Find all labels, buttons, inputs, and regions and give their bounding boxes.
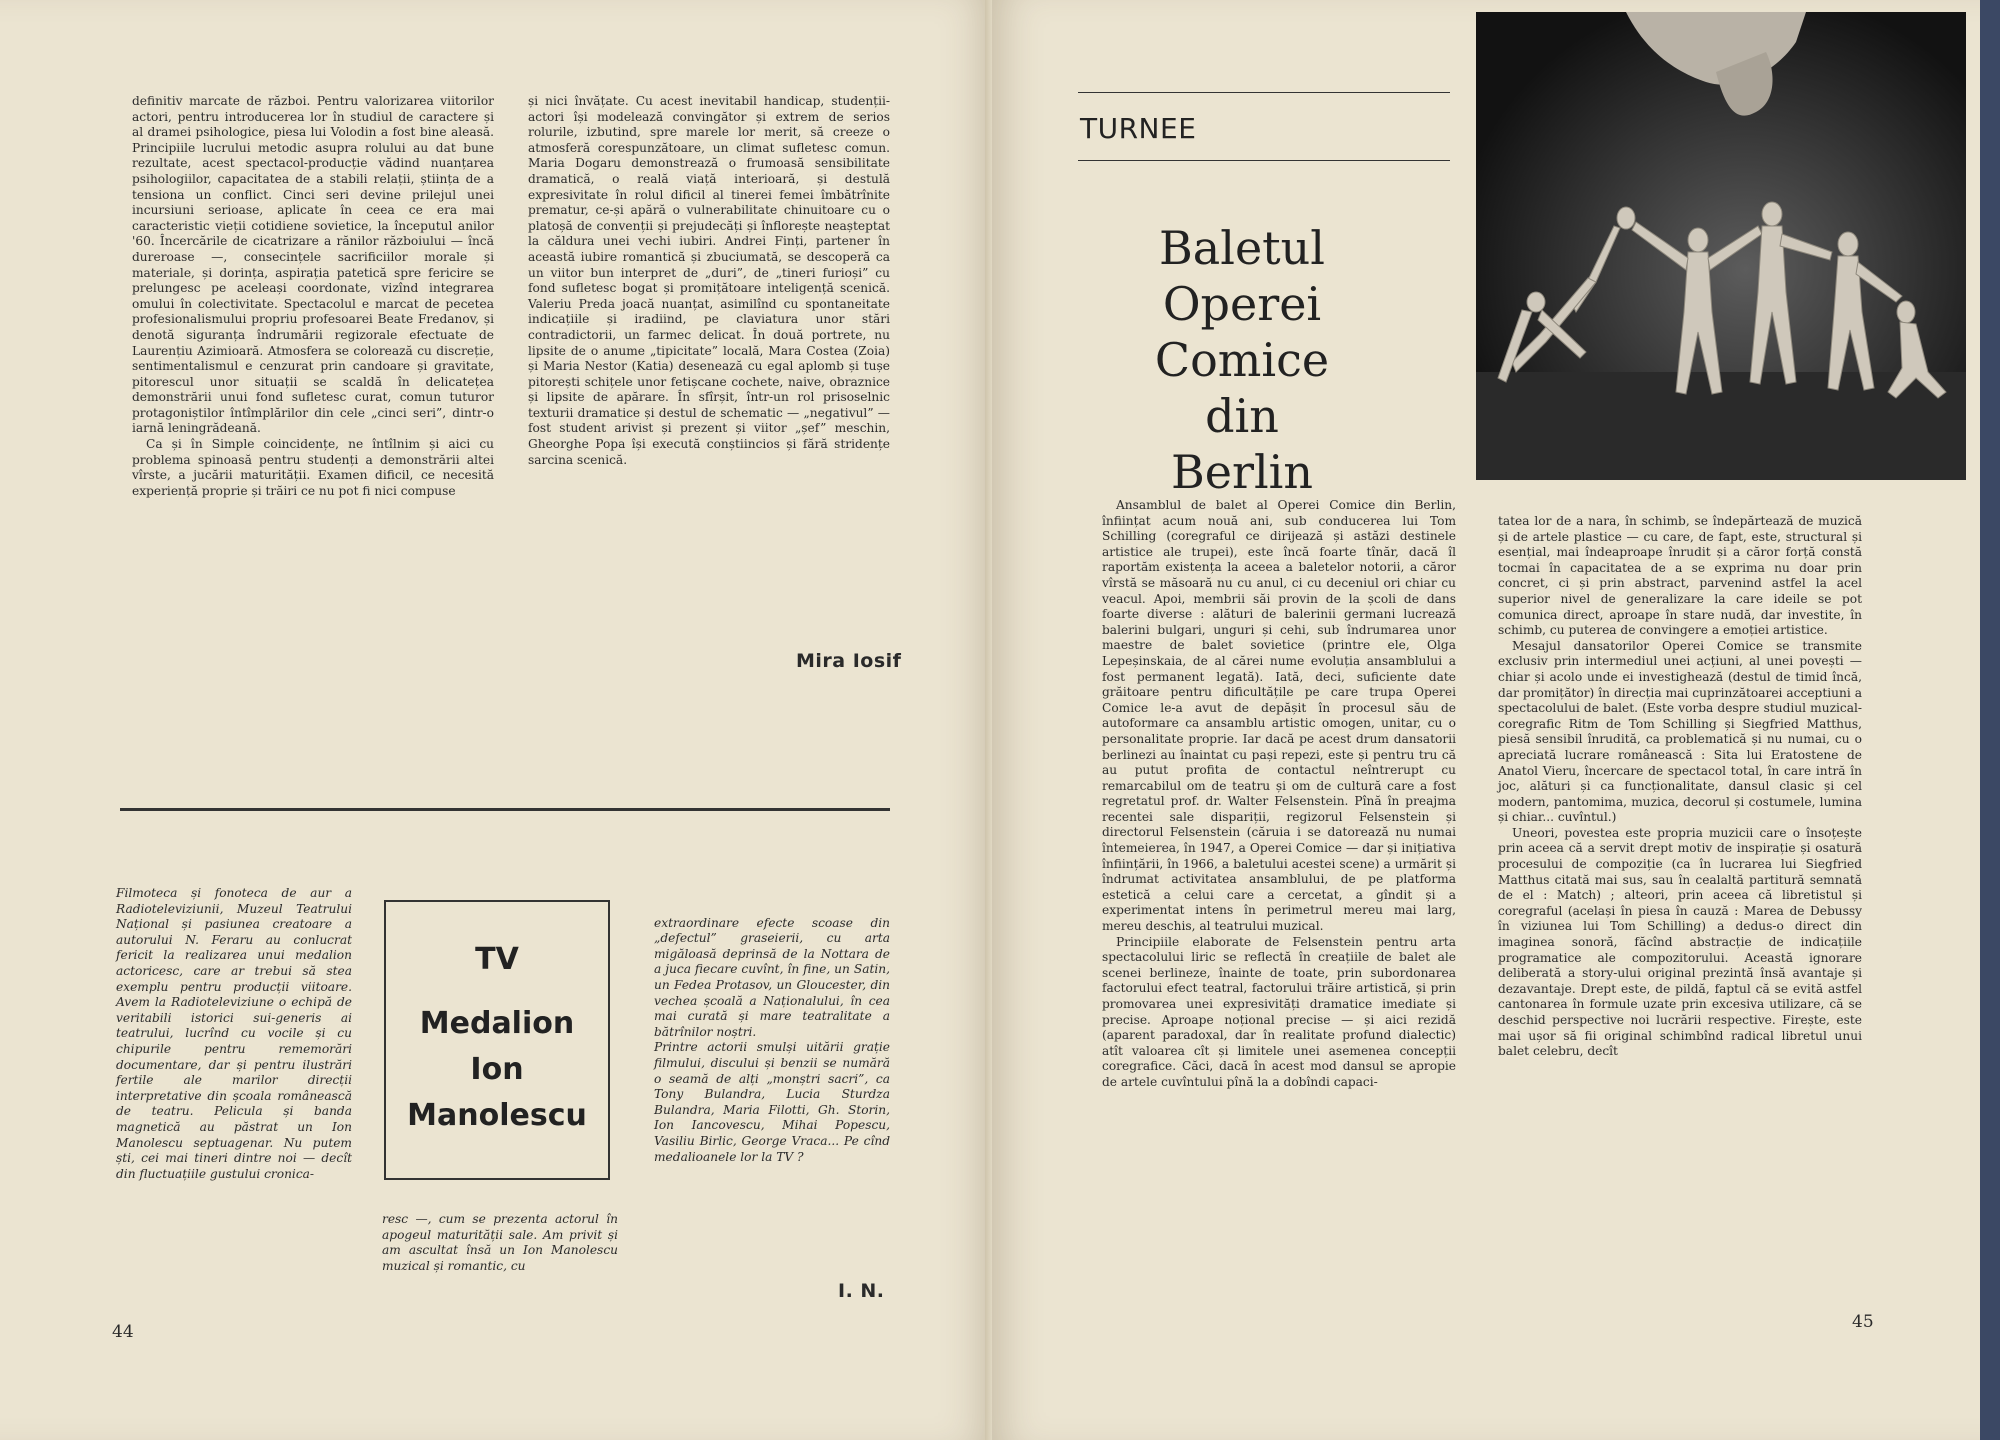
paragraph: Mesajul dansatorilor Operei Comice se transmite exclusiv prin intermediul unei acțiuni, al unei povești — chiar și acolo unde ei investighează (destul de timid încă, dar promițător) în direcția mai cuprinzătoarei acceptiuni a spectacolului de balet. (Este vorba despre studiul muzical-coregrafic Ritm de Tom Schilling și Siegfried Matthus, piesă sensibil înrudită, ca problematică și nu numai, cu o apreciată lucrare românească : Sita lui Eratostene de Anatol Vieru, încercare de spectacol total, în care intră în joc, alături și ca funcționalitate, dansul clasic și cel modern, pantomima, muzica, decorul și costumele, lumina și chiar... cuvîntul.): [1498, 638, 1862, 825]
title-line: Operei Comice: [1154, 277, 1330, 387]
header-rule-bottom: [1078, 160, 1450, 161]
article-end-column-1: [132, 94, 494, 499]
left-page: [0, 0, 992, 1440]
tv-note-column-2: [382, 1212, 618, 1274]
ballet-photo: [1476, 12, 1966, 480]
paragraph: Ca și în Simple coincidențe, ne întîlnim și aici cu problema spinoasă pentru studenți a demonstrării altei vîrste, a jucării maturității. Examen dificil, ce necesită experiență proprie și trăiri ce nu pot fi nici compuse: [132, 437, 494, 498]
title-line: Berlin: [1170, 445, 1314, 499]
ballet-dancers-image: [1476, 12, 1966, 480]
book-cover-right-edge: [1980, 0, 2000, 1440]
author-signature: I. N.: [838, 1280, 885, 1302]
title-line: Baletul: [1159, 221, 1325, 275]
tv-box-title-line: Medalion: [419, 1005, 575, 1041]
article-title: [1072, 220, 1412, 500]
tv-box-title-line: Ion: [470, 1051, 524, 1087]
author-signature: Mira Iosif: [796, 650, 902, 672]
paragraph: Filmoteca și fonoteca de aur a Radioteleviziunii, Muzeul Teatrului Național și pasiunea creatoare a autorului N. Feraru au conlucrat fericit la realizarea unui medalion actoricesc, care ar trebui să stea exemplu pentru producții viitoare. Avem la Radioteleviziune o echipă de veritabili istorici sui-generis ai teatrului, lucrînd cu vocile și cu chipurile pentru rememorări documentare, dar și pentru ilustrări fertile ale marilor direcții interpretative din școala românească de teatru. Pelicula și banda magnetică au păstrat un Ion Manolescu septuagenar. Nu putem ști, cei mai tineri dintre noi — decît din fluctuațiile gustului cronica-: [116, 886, 352, 1181]
paragraph: extraordinare efecte scoase din „defectul” graseierii, cu arta migăloasă deprinsă de la Nottara de a juca fiecare cuvînt, în fine, un Satin, un Fedea Protasov, un Gloucester, din vechea școală a Naționalului, în cea mai curată și mare teatralitate a bătrînilor noștri. Printre actorii smulși uitării grație filmului, discului și benzii se numără o seamă de alți „monștri sacri”, ca Tony Bulandra, Lucia Sturdza Bulandra, Maria Filotti, Gh. Storin, Ion Iancovescu, Mihai Popescu, Vasiliu Birlic, George Vraca... Pe cînd medalioanele lor la TV ?: [654, 915, 890, 1164]
paragraph: și nici învățate. Cu acest inevitabil handicap, studenții-actori își modelează convingător și extrem de serios rolurile, izbutind, spre marele lor merit, să creeze o atmosferă corespunzătoare, un climat sufletesc comun. Maria Dogaru demonstrează o frumoasă sensibilitate dramatică, o reală viață interioară, și destulă expresivitate în rolul dificil al tinerei femei îmbătrînite prematur, ce-și apără o vulnerabilitate chinuitoare cu o platoșă de convenții și prejudecăți și înflorește neașteptat la căldura unei vechi iubiri. Andrei Finți, partener în această iubire romantică și zbuciumată, se descoperă ca un viitor bun interpret de „duri”, de „tineri furioși” cu fond sufletesc bogat și promițătoare inteligență scenică. Valeriu Preda joacă nuanțat, asimilînd cu spontaneitate indicațiile și iradiind, pe claviatura unor stări contradictorii, un farmec delicat. În două portrete, nu lipsite de o anume „tipicitate” locală, Mara Costea (Zoia) și Maria Nestor (Katia) desenează cu egal aplomb și tușe pitorești schițele unor fetișcane cochete, naive, obraznice și lipsite de apărare. În sfîrșit, într-un rol prisoselnic texturii dramatice și destul de schematic — „negativul” — fost student arivist și prezent și viitor „șef” meschin, Gheorghe Popa își execută conștiincios și fără stridențe sarcina scenică.: [528, 94, 890, 467]
article-end-column-2: [528, 94, 890, 468]
header-rule-top: [1078, 92, 1450, 93]
page-number: 45: [1852, 1312, 1874, 1332]
ballet-article-column-1: [1102, 498, 1456, 1091]
section-divider: [120, 808, 890, 811]
section-label: TURNEE: [1080, 112, 1197, 145]
tv-box-title-line: Manolescu: [407, 1097, 587, 1133]
paragraph: Uneori, povestea este propria muzicii care o însoțește prin aceea că a servit drept motiv de inspirație și osatură procesului de compoziție (ca în lucrarea lui Siegfried Matthus citată mai sus, sau în cealaltă partitură semnată de el : Match) ; alteori, prin aceea că libretistul și coregraful (același în piesa în cauză : Marea de Debussy în viziunea lui Tom Schilling) a dedus-o direct din imaginea sonoră, făcînd abstracție de indicațiile programatice ale compozitorului. Această ignorare deliberată a story-ului original prezintă însă avantaje și dezavantaje. Drept este, de pildă, faptul că se evită astfel cantonarea în formule uzate prin excesiva utilizare, că se deschid perspective noi lucrării respective. Firește, este mai ușor să fii original schimbînd radical libretul unui balet celebru, decît: [1498, 825, 1862, 1059]
paragraph: tatea lor de a nara, în schimb, se îndepărtează de muzică și de artele plastice — cu care, de fapt, este, structural și esențial, mai îndeaproape înrudit și a căror forță constă tocmai în capacitatea de a se exprima nu doar prin concret, ci și prin abstract, parvenind astfel la acel superior nivel de generalizare la care ideile se pot comunica direct, aproape în stare nudă, dar investite, în schimb, cu puterea de convingere a emoției artistice.: [1498, 514, 1862, 638]
tv-medalion-box: [384, 900, 610, 1180]
tv-note-column-3: [654, 900, 890, 1181]
title-line: din: [1205, 389, 1279, 443]
paragraph: Ansamblul de balet al Operei Comice din Berlin, înființat acum nouă ani, sub conducerea lui Tom Schilling (coregraful ce dirijează și astăzi destinele artistice ale trupei), este încă foarte tînăr, dacă îl raportăm existența la aceea a baletelor notorii, a căror vîrstă se măsoară nu cu anul, ci cu deceniul ori chiar cu veacul. Apoi, membrii săi provin de la școli de dans foarte diverse : alături de balerinii germani lucrează balerini bulgari, unguri și cehi, sub îndrumarea unor maestre de balet sovietice (printre ele, Olga Lepeșinskaia, de al cărei nume evoluția ansamblului a fost permanent legată). Iată, deci, suficiente date grăitoare pentru dificultățile pe care trupa Operei Comice le-a avut de depășit în procesul său de autoformare ca ansamblu artistic omogen, unitar, cu o personalitate proprie. Iar dacă pe acest drum dansatorii berlinezi au înaintat cu pași repezi, este și pentru tru că au putut profita de contactul neîntrerupt cu remarcabilul om de teatru și om de cultură care a fost regretatul prof. dr. Walter Felsenstein. Pînă în preajma recentei sale dispariții, regizorul Felsenstein și directorul Felsenstein (căruia i se datorează nu numai întemeierea, în 1947, a Operei Comice — dar și inițiativa înființării, în 1966, a baletului acestei scene) a urmărit și îndrumat activitatea ansamblului, de pe platforma estetică a celui care a cercetat, a gîndit și a experimentat intens în perimetrul mereu mai larg, mereu deschis, al teatrului muzical.: [1102, 498, 1456, 934]
ballet-article-column-2: [1498, 514, 1862, 1060]
paragraph: definitiv marcate de război. Pentru valorizarea viitorilor actori, pentru introducerea lor în studiul de caractere și al dramei psihologice, piesa lui Volodin a fost bine aleasă. Principiile lucrului metodic asupra rolului au dat bune rezultate, acest spectacol-producție vădind nuanțarea psihologiilor, capacitatea de a stabili relații, știința de a tensiona un conflict. Cinci seri devine prilejul unei incursiuni serioase, aplicate în ceea ce era mai caracteristic vieții cotidiene sovietice, la începutul anilor '60. Încercările de cicatrizare a rănilor războiului — încă dureroase —, consecințele sacrificiilor morale și materiale, și dorința, aspirația patetică spre fericire se prelungesc pe aceleași coordonate, vizînd integrarea omului în colectivitate. Spectacolul e marcat de pecetea profesionalismului propriu profesoarei Beate Fredanov, și denotă siguranța îndrumării regizorale efectuate de Laurențiu Azimioară. Atmosfera se colorează cu discreție, sentimentalismul e cenzurat prin candoare și gravitate, pitorescul unor situații se scaldă în delicatețea demonstrării unui fond sufletesc curat, comun tuturor protagoniștilor întîmplărilor din cele „cinci seri”, dintr-o iarnă leningrădeană.: [132, 94, 494, 436]
paragraph: Principiile elaborate de Felsenstein pentru arta spectacolului liric se reflectă în creațiile de balet ale scenei berlineze, înainte de toate, prin subordonarea factorului efect teatral, factorului trăire artistică, și prin promovarea unei expresivități dramatice imediate și precise. Aproape noțional precise — și aici rezidă (aparent paradoxal, dar în realitate profund dialectic) atît valoarea cît și limitele unei asemenea concepții coregrafice. Căci, dacă în acest mod dansul se apropie de artele cuvîntului pînă la a dobîndi capaci-: [1102, 934, 1456, 1089]
paragraph: resc —, cum se prezenta actorul în apogeul maturității sale. Am privit și am ascultat însă un Ion Manolescu muzical și romantic, cu: [382, 1212, 618, 1273]
tv-box-label: TV: [475, 941, 519, 977]
tv-note-column-1: [116, 886, 352, 1182]
right-page: [992, 0, 1980, 1440]
page-number: 44: [112, 1322, 134, 1342]
